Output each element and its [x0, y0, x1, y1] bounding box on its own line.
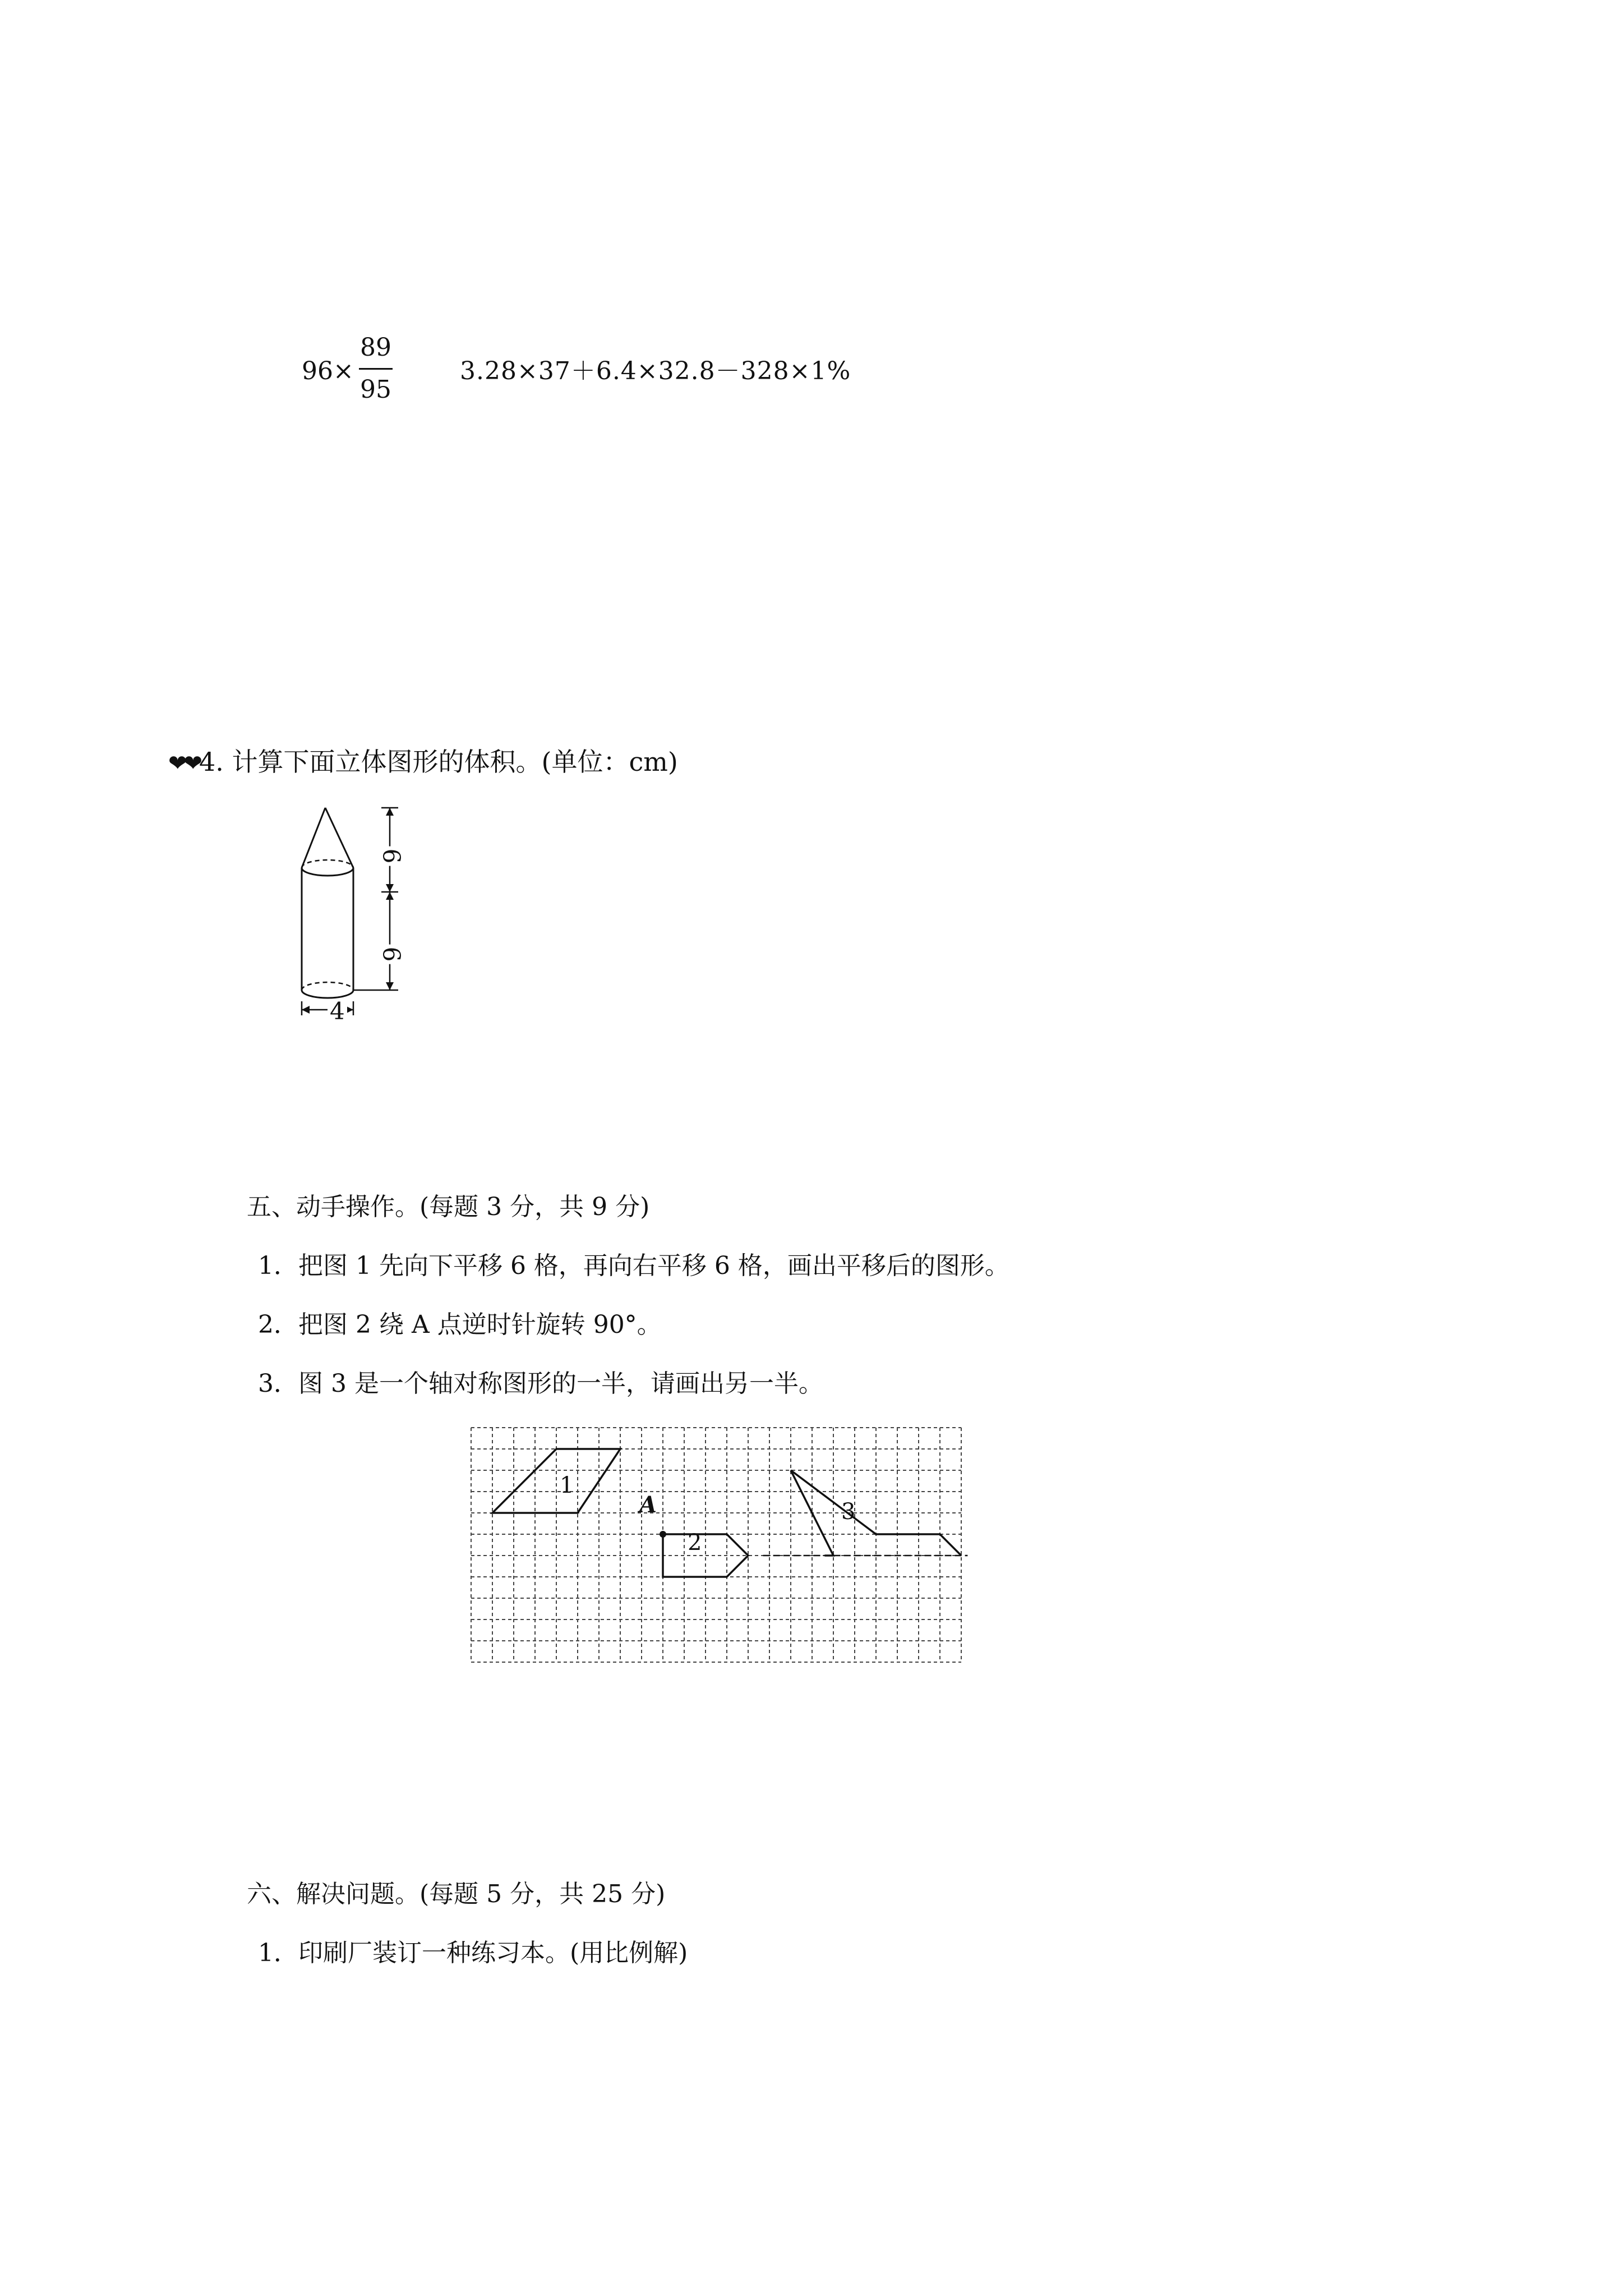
fraction-89-95: [359, 335, 393, 402]
transformation-grid: [465, 1422, 993, 1680]
section-5-item-2: 2．把图 2 绕 A 点逆时针旋转 90°。: [258, 1310, 662, 1339]
section-5-item-3: 3．图 3 是一个轴对称图形的一半，请画出另一半。: [258, 1369, 823, 1398]
figure-1-label: 1: [560, 1473, 574, 1498]
fraction-denominator: 95: [360, 375, 391, 404]
point-a: [660, 1531, 666, 1538]
point-a-label: A: [639, 1492, 657, 1518]
figure-2-label: 2: [688, 1530, 702, 1556]
cylinder-height-label: 6: [379, 945, 403, 964]
section-6-item-1: 1．印刷厂装订一种练习本。(用比例解): [258, 1939, 688, 1967]
fraction-bar: [359, 368, 393, 370]
cone-height-label: 6: [379, 846, 403, 866]
section-6-heading: 六、解决问题。(每题 5 分，共 25 分): [247, 1880, 666, 1908]
expression-1-prefix: 96×: [302, 357, 354, 385]
figure-3-edge-left: [791, 1470, 833, 1556]
expression-2: 3.28×37＋6.4×32.8－328×1%: [460, 357, 851, 385]
question-4-title: 4. 计算下面立体图形的体积。(单位：cm): [199, 747, 678, 777]
cone-cylinder-figure: [292, 802, 426, 1038]
figure-3-label: 3: [841, 1499, 856, 1525]
section-5-item-1: 1．把图 1 先向下平移 6 格，再向右平移 6 格，画出平移后的图形。: [258, 1251, 1009, 1280]
section-5-heading: 五、动手操作。(每题 3 分，共 9 分): [247, 1193, 650, 1221]
fraction-numerator: 89: [360, 333, 391, 362]
heart-icon: ❤❤: [168, 751, 200, 776]
diameter-label: 4: [328, 1000, 347, 1023]
question-4-heading: [168, 749, 678, 775]
